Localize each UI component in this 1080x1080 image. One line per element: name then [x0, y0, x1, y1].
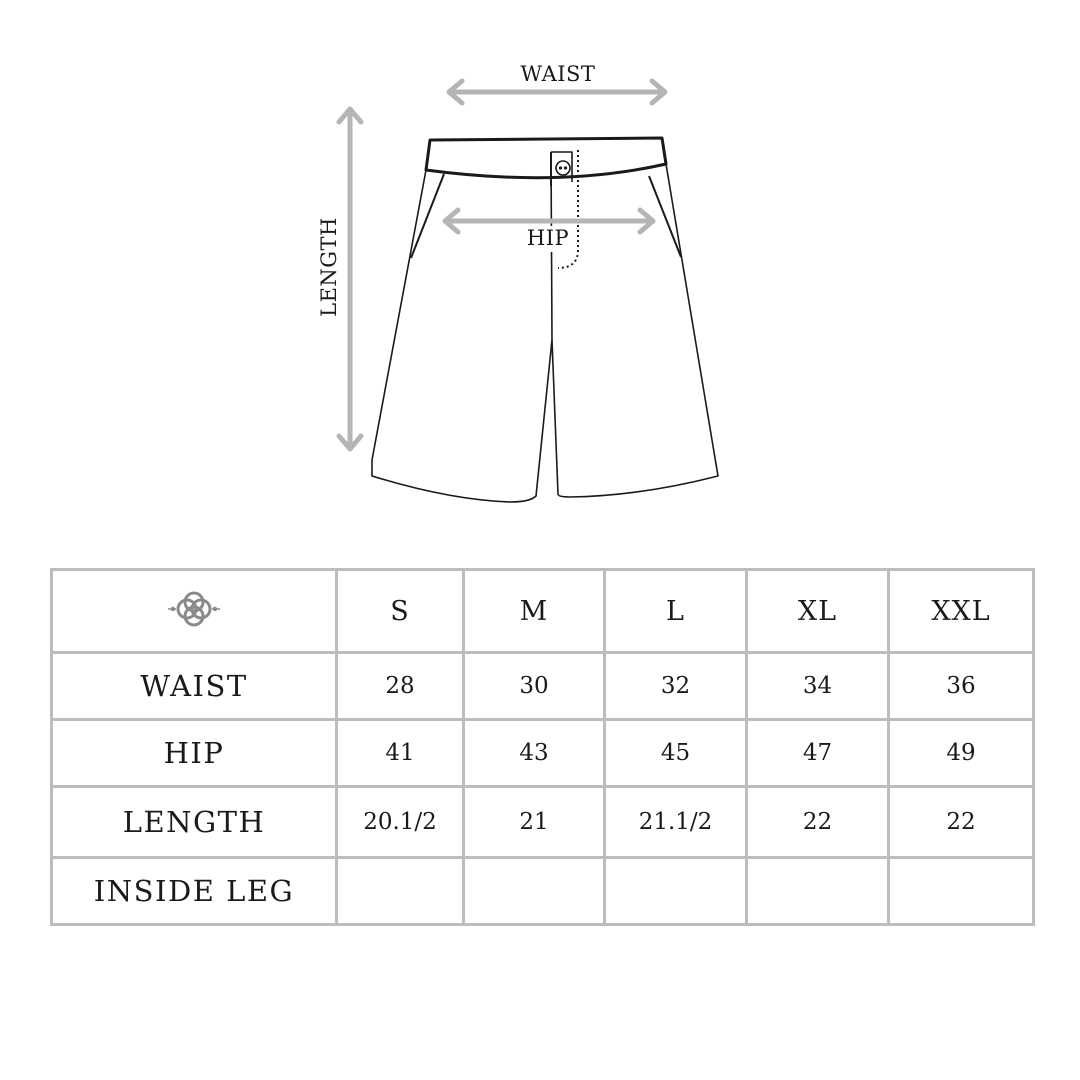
- table-cell: 20.1/2: [337, 787, 464, 858]
- table-cell: 30: [464, 653, 605, 720]
- table-cell: 49: [889, 720, 1034, 787]
- table-cell: 43: [464, 720, 605, 787]
- table-row: [52, 653, 1034, 720]
- shorts-outline: [372, 138, 718, 502]
- logo-cell: [52, 570, 337, 653]
- table-cell: 22: [747, 787, 889, 858]
- table-cell: 21.1/2: [605, 787, 747, 858]
- table-cell: [747, 858, 889, 925]
- table-cell: [605, 858, 747, 925]
- table-cell: 21: [464, 787, 605, 858]
- table-cell: [464, 858, 605, 925]
- table-cell: [337, 858, 464, 925]
- size-header-s: S: [337, 570, 464, 653]
- row-label-length: LENGTH: [52, 787, 337, 858]
- table-cell: 41: [337, 720, 464, 787]
- table-row: [52, 858, 1034, 925]
- size-header-l: L: [605, 570, 747, 653]
- button-icon: [556, 161, 570, 175]
- size-header-xl: XL: [747, 570, 889, 653]
- celtic-knot-icon: [164, 584, 224, 634]
- length-arrow: [339, 109, 361, 449]
- row-label-waist: WAIST: [52, 653, 337, 720]
- table-row: [52, 787, 1034, 858]
- table-cell: [889, 858, 1034, 925]
- table-cell: 36: [889, 653, 1034, 720]
- waist-dimension-label: WAIST: [520, 62, 596, 86]
- table-row: [52, 720, 1034, 787]
- table-cell: 47: [747, 720, 889, 787]
- table-cell: 32: [605, 653, 747, 720]
- table-cell: 34: [747, 653, 889, 720]
- length-dimension-label: LENGTH: [317, 217, 341, 317]
- table-cell: 22: [889, 787, 1034, 858]
- size-header-xxl: XXL: [889, 570, 1034, 653]
- hip-dimension-label: HIP: [526, 226, 570, 250]
- table-cell: 28: [337, 653, 464, 720]
- size-chart-table: [50, 568, 1035, 926]
- table-cell: 45: [605, 720, 747, 787]
- row-label-inside-leg: INSIDE LEG: [52, 858, 337, 925]
- row-label-hip: HIP: [52, 720, 337, 787]
- size-header-m: M: [464, 570, 605, 653]
- table-header-row: [52, 570, 1034, 653]
